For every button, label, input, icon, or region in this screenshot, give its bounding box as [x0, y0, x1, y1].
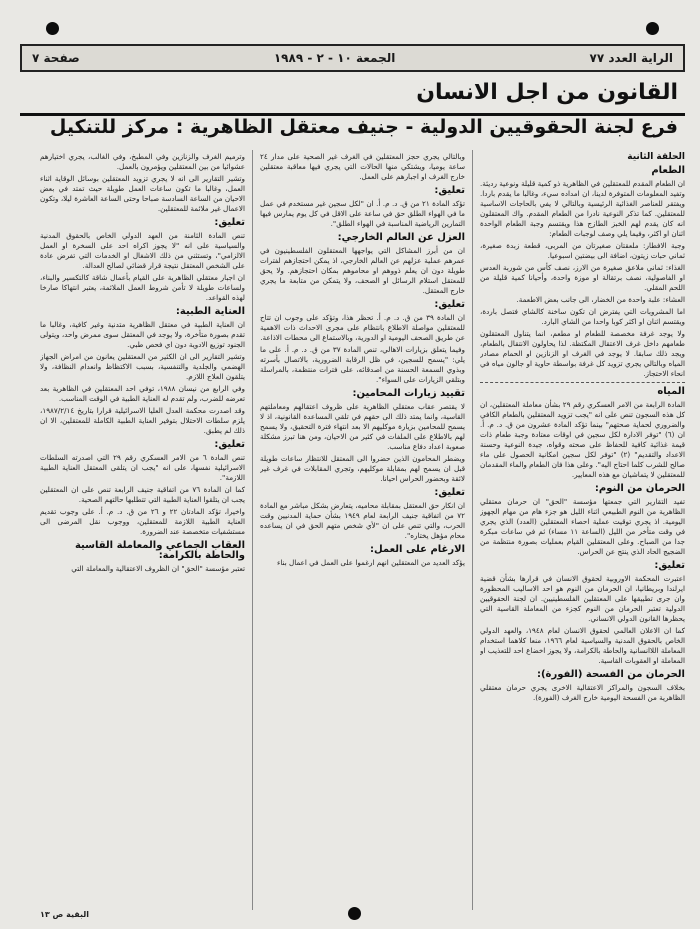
column-divider-right: [472, 150, 473, 910]
article-column-middle: [260, 152, 465, 912]
paragraph: ان من أبرز المشاكل التي يواجهها المعتقلون الفلسطينيون في عمرهم عملية عزلهم عن العالم الخارجي، اذ يمكن احتجازهم لفترات طويلة دون ان يعلم ذووهم او محاموهم بمكان احتجازهم. ولا يحق للمعتقل استلام الرسائل او الصحف، ولا يتمكن من متابعة ما يجري خارج المعتقل.: [260, 246, 465, 295]
paragraph: وفيما يتعلق بزيارات الاهالي، تنص المادة ٣٧ من ق. د. م. أ. على ما يلي: "يسمح للسجين، في ظل الرقابة الضرورية، بالاتصال بأسرته وبذوي السمعة الحسنة من اصدقائه، على فترات منتظمة، بالمراسلة وبتلقي الزيارات على السواء".: [260, 345, 465, 384]
section-heading-comment: تعليق:: [434, 487, 465, 498]
paragraph: اما المشروبات التي يفترض ان تكون ساخنة كالشاي فتصل باردة، ويقتسم اثنان او اكثر كوبا واحدا من الشاي البارد.: [480, 307, 685, 326]
paragraph: ان العناية الطبية في معتقل الظاهرية متدنية وغير كافية، وغالبا ما تقدم بصورة متأخرة، ولا يوجد في المعتقل سوى ممرض واحد، ويتولى الجنود توزيع الادوية دون اي فحص طبي.: [40, 320, 245, 349]
binder-hole-right: [646, 22, 659, 35]
paragraph: ان الطعام المقدم للمعتقلين في الظاهرية ذو كمية قليلة ونوعية رديئة. وتفيد المعلومات المتوفرة لدينا، ان امداده سيء، وغالبا ما يقدم باردا. ويفتقر للعناصر الغذائية الرئيسية وبالتالي لا يفي بالحاجات الاساسية للمعتقلين. كما تذكر النوعية نادرا من الطعام المقدم. واك المعتقلون انه كان يقدم لهم الخبز الطازج هذا ويقتسم وجبة الطعام الواحدة اثنان او اكثر، وفيما يلي وصف لوجبات الطعام:: [480, 179, 685, 238]
column-divider-left: [252, 150, 253, 910]
section-heading-forced-labor: الارغام على العمل:: [370, 544, 465, 555]
paragraph: اعتبرت المحكمة الاوروبية لحقوق الانسان في قرارها بشأن قضية ايرلندا وبريطانيا، ان الحرمان من النوم هو احد الاساليب المحظورة وان جرى تطبيقها على المعتقلين الفلسطينيين. ان لجنة الحقوقيين الدولية تعتبر الحرمان من النوم كجزء من المعاملة القاسية التي يحظرها القانون الدولي الانساني.: [480, 574, 685, 623]
paragraph: وفي الرابع من نيسان ١٩٨٨، توفي احد المعتقلين في الظاهرية بعد تعرضه للضرب، ولم تقدم له العناية الطبية في الوقت المناسب.: [40, 384, 245, 403]
paragraph: بخلاف السجون والمراكز الاعتقالية الاخرى يجري حرمان معتقلي الظاهرية من الفسحة اليومية خارج الغرف (الفورة).: [480, 683, 685, 702]
section-heading-comment: تعليق:: [434, 185, 465, 196]
continued-note: البقية ص ١٣: [40, 910, 89, 919]
paragraph: العشاء: علبة واحدة من الخضار، الى جانب بعض الاطعمة.: [516, 295, 685, 304]
paragraph: ان اجبار معتقلي الظاهرية على القيام بأعمال شاقة كالتكسير والبناء، ولساعات طويلة لا تأمن شروط العمل الملائمة، يعتبر انتهاكا صارخا لهذه القواعد.: [40, 273, 245, 302]
section-heading-sleep: الحرمان من النوم:: [594, 483, 685, 494]
paragraph: وقد اصدرت محكمة العدل العليا الاسرائيلية قرارا بتاريخ ١٩٨٧/٢/١٤، يلزم سلطات الاحتلال بتوفير العناية الطبية الكاملة للمعتقلين، الا ان ذلك لم يطبق.: [40, 406, 245, 435]
section-divider: [480, 382, 685, 383]
paragraph: تفيد التقارير التي جمعتها مؤسسة "الحق" ان حرمان معتقلي الظاهرية من النوم الطبيعي اثناء الليل هو جزء هام من مهام الجهوز اليومية. اذ يجري توقيت عملية احصاء المعتقلين (العدد) الذي يجري في وقت متأخر من الليل (الساعة ١١ مساء) ثم في ساعات مبكرة جدا من الصباح. وعلى المعتقلين القيام بعمليات بصورة منتظمة من الضجيج الحاد الذي ينتج عن الحراس.: [480, 497, 685, 556]
section-heading-recess: الحرمان من الفسحة (الفورة):: [536, 669, 685, 680]
paragraph: ان المادة ٣٩ من ق. د. م. أ. تحظر هذا، وتؤكد على وجوب ان تتاح للمعتقلين مواصلة الاطلاع بانتظام على مجرى الاحداث ذات الاهمية عن طريق الصحف اليومية او الدورية، وبالاستماع الى محطات الاذاعة.: [260, 313, 465, 342]
section-heading-comment: تعليق:: [214, 217, 245, 228]
paragraph: ان انكار حق المعتقل بمقابلة محاميه، يتعارض بشكل مباشر مع المادة ٧٢ من اتفاقية جنيف الرابعة لعام ١٩٤٩ بشأن حماية المدنيين وقت الحرب، والتي تنص على ان "لأي شخص متهم الحق في ان يساعده محام مؤهل يختاره".: [260, 501, 465, 540]
paragraph: تؤكد المادة ٢١ من ق. د. م. أ. ان "لكل سجين غير مستخدم في عمل ما في الهواء الطلق حق في ساعة على الاقل في كل يوم يمارس فيها التمارين الرياضية المناسبة في الهواء الطلق".: [260, 199, 465, 228]
paragraph: وتشير التقارير الى ان الكثير من المعتقلين يعانون من امراض الجهاز الهضمي والجلدية والتنفسية، بسبب الاكتظاظ وانعدام النظافة، ولا يتلقون العلاج اللازم.: [40, 352, 245, 381]
paragraph: وبالتالي يجري حجز المعتقلين في الغرف غير الصحية على مدار ٢٤ ساعة يوميا، ويشتكي منها الحالات التي يجري فيها معاقبة معتقلين خارج الغرف او اجبارهم على العمل.: [260, 152, 465, 181]
paragraph: كما ان المادة ٧٦ من اتفاقية جنيف الرابعة تنص على ان المعتقلين يجب ان يتلقوا العناية الطبية التي تتطلبها حالتهم الصحية.: [40, 485, 245, 504]
publication-issue: الراية العدد ٧٧: [589, 51, 673, 65]
article-column-right: [480, 152, 685, 912]
paragraph: لا يقتصر عقاب معتقلي الظاهرية على ظروف اعتقالهم ومعاملتهم القاسية، وانما يمتد ذلك الى حقهم في تلقي المساعدة القانونية، اذ لا يسمح للمحامين بزيارة موكليهم الا بعد انتهاء فترة التحقيق، ولا يسمح لهم بالاطلاع على الملفات في كثير من الاحيان، ومن هنا تبرز مشكلة صعوبة اعداد دفاع مناسب.: [260, 402, 465, 451]
paragraph: ويضطر المحامون الذين حضروا الى المعتقل للانتظار ساعات طويلة قبل ان يسمح لهم بمقابلة موكليهم، وتجري المقابلات في غرف غير لائقة وبحضور الحراس احيانا.: [260, 454, 465, 483]
section-heading-comment: تعليق:: [214, 439, 245, 450]
section-heading-lawyers: تقييد زيارات المحامين:: [352, 388, 465, 399]
paragraph: الغذاء: ثماني ملاعق صغيرة من الارز، نصف كأس من شوربة العدس او الفاصولية، نصف برتقالة او موزة واحدة، وأحيانا كمية قليلة من اللحم المقلي.: [480, 263, 685, 292]
section-heading-medical: العناية الطبية:: [175, 306, 245, 317]
paragraph: وجبة الافطار: ملعقتان صغيرتان من المربى، قطعة زبدة صغيرة، ثماني حبات زيتون، اضافة الى بيضتين اسبوعيا.: [480, 241, 685, 260]
sub-headline: فرع لجنة الحقوقيين الدولية - جنيف معتقل الظاهرية : مركز للتنكيل: [49, 116, 678, 138]
binder-hole-left: [46, 22, 59, 35]
issue-date: الجمعة ١٠ - ٢ - ١٩٨٩: [273, 51, 396, 65]
paragraph: تعتبر مؤسسة "الحق" ان الظروف الاعتقالية والمعاملة التي: [71, 564, 245, 573]
section-heading-punishment: العقاب الجماعي والمعاملة القاسية والحاطة بالكرامة:: [74, 540, 245, 561]
page-header: [20, 44, 685, 72]
paragraph: كما ان الاعلان العالمي لحقوق الانسان لعام ١٩٤٨، والعهد الدولي الخاص بالحقوق المدنية والسياسية لعام ١٩٦٦، منعا كلاهما استخدام المعاملة اللاانسانية والحاطة بالكرامة، ولا يجوز اخضاع احد للتعذيب او المعاملة او العقوبات القاسية.: [480, 626, 685, 665]
paragraph: ولا يوجد غرفة مخصصة للطعام او مطعم، انما يتناول المعتقلون طعامهم داخل غرف الاعتقال المكتظة. لذا يحاولون الانتقال بالطعام، ويجد ذلك سابقا. لا يوجد في الغرف او الزنازين او الحمام مصادر المياه وبالتالي يجري تزويد كل غرفة بواسطة حاوية او جالون مياه في انحاء الاحتجاز.: [480, 329, 685, 378]
episode-label: الحلقة الثانية: [627, 152, 685, 162]
main-headline: القانون من اجل الانسان: [416, 80, 678, 105]
paragraph: المادة الرابعة من الامر العسكري رقم ٢٩ بشأن معاملة المعتقلين، ان كل هذه السجون تنص على انه "يجب تزويد المعتقلين بالطعام الكافي والضروري لحماية صحتهم" بينما تؤكد المادة عشرون من ق. د. م. أ. ان (٦) "توفر الادارة لكل سجين في اوقات معتادة وجبة طعام ذات قيمة غذائية كافية للحفاظ على صحته وقواه، جيدة النوعية وحسنة الاعداد والتقديم" (٢) "توفر لكل سجين امكانية الحصول على ماء صالح للشرب كلما احتاج اليه". وعلى هذا فان الطعام والماء المقدمان للمعتقلين لا يتماشيان مع هذه المعايير.: [480, 400, 685, 479]
paragraph: وتشير التقارير الى انه لا يجري تزويد المعتقلين بوسائل الوقاية اثناء العمل، وغالبا ما تكون ساعات العمل طويلة حيث تمتد في بعض الاحيان من الساعة السادسة صباحا وحتى الساعة العاشرة ليلا، وتكون الاعمال غير ملائمة للمعتقلين.: [40, 174, 245, 213]
section-heading-food: الطعام: [651, 165, 685, 176]
section-heading-isolation: العزل عن العالم الخارجي:: [337, 232, 465, 243]
paragraph: واخيرا، تؤكد المادتان ٢٢ و ٢٦ من ق. د. م. أ. على وجوب تقديم العناية الطبية اللازمة للمعتقلين، ووجوب نقل المرضى الى مستشفيات متخصصة عند الضرورة.: [40, 507, 245, 536]
section-heading-water: المياه: [657, 386, 685, 397]
paragraph: يؤكد العديد من المعتقلين انهم ارغموا على العمل في اعمال بناء: [276, 558, 465, 567]
article-column-left: [40, 152, 245, 912]
page-number: صفحة ٧: [32, 51, 80, 65]
paragraph: تنص المادة الثامنة من العهد الدولي الخاص بالحقوق المدنية والسياسية على انه "لا يجوز اكراه احد على السخرة او العمل الالزامي"، وتستثني من ذلك الاشغال او الخدمات التي تفرض عادة على الشخص المعتقل نتيجة قرار قضائي لصالح العدالة.: [40, 231, 245, 270]
paragraph: وترميم الغرف والزنازين وفي المطبخ، وفي الغالب، يجري اختيارهم عشوائيا من بين المعتقلين ويؤمرون بالعمل.: [40, 152, 245, 171]
paragraph: تنص المادة ٦ من الامر العسكري رقم ٢٩ التي اصدرته السلطات الاسرائيلية نفسها، على انه "يجب ان يتلقى المعتقل العناية الطبية اللازمة".: [40, 453, 245, 482]
section-heading-comment: تعليق:: [654, 560, 685, 571]
section-heading-comment: تعليق:: [434, 299, 465, 310]
